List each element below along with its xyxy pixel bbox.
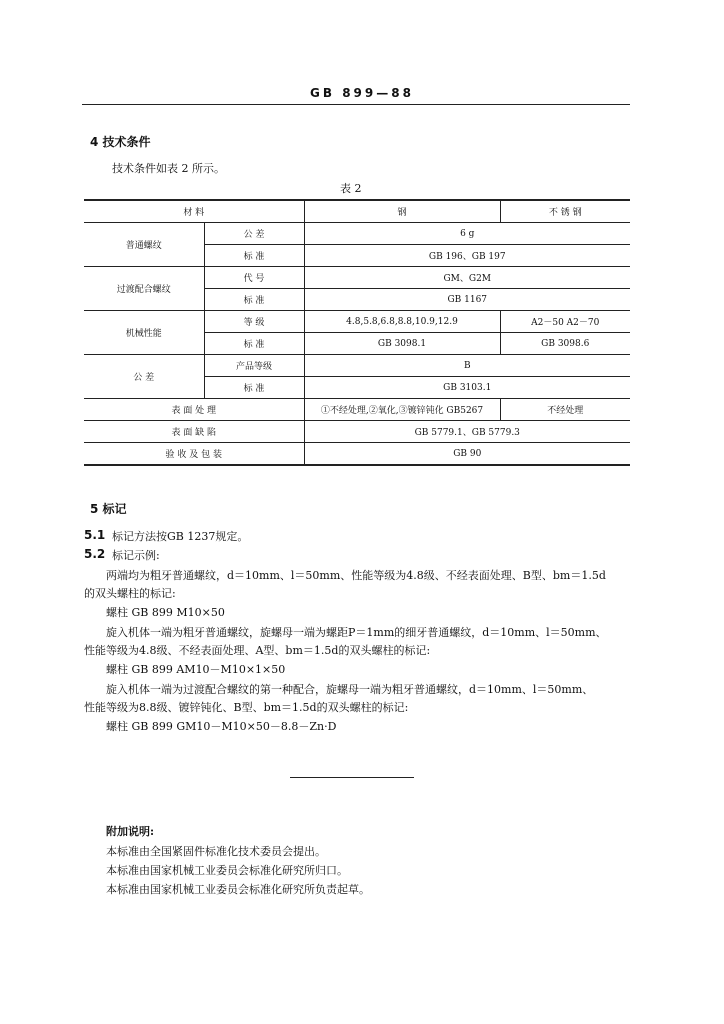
sub-label: 标 准 [204, 289, 304, 311]
appendix-line: 本标准由国家机械工业委员会标准化研究所负责起草。 [106, 883, 370, 896]
value-cell: GB 90 [304, 443, 630, 466]
value-steel: GB 3098.1 [304, 333, 500, 355]
section-4-intro: 技术条件如表 2 所示。 [112, 162, 225, 175]
table-row [84, 223, 630, 245]
header-stainless: 不 锈 钢 [500, 200, 630, 223]
example-3-line-1: 旋入机体一端为过渡配合螺纹的第一种配合，旋螺母一端为粗牙普通螺纹，d＝10mm、l＝50mm、 [106, 683, 594, 696]
value-cell: GB 1167 [304, 289, 630, 311]
section-4-heading: 4 技术条件 [90, 135, 151, 149]
value-stainless: GB 3098.6 [500, 333, 630, 355]
table-row [84, 399, 630, 421]
table-row [84, 421, 630, 443]
example-3-marking: 螺柱 GB 899 GM10－M10×50－8.8－Zn·D [106, 720, 337, 733]
table-row [84, 267, 630, 289]
appendix-line: 本标准由全国紧固件标准化技术委员会提出。 [106, 845, 326, 858]
row-label-acceptance-packaging: 验 收 及 包 装 [165, 450, 222, 460]
table-row [84, 355, 630, 377]
example-1-line-1: 两端均为粗牙普通螺纹，d＝10mm、l＝50mm、性能等级为4.8级、不经表面处理、B型、bm＝1.5d [106, 569, 606, 582]
example-1-line-2: 的双头螺柱的标记: [84, 587, 176, 600]
row-label-surface-defects: 表 面 缺 陷 [171, 428, 217, 438]
table-row [84, 443, 630, 466]
appendix-line: 本标准由国家机械工业委员会标准化研究所归口。 [106, 864, 348, 877]
table-row [84, 200, 630, 223]
subsection-number: 5.2 [84, 547, 106, 561]
sub-label: 标 准 [204, 245, 304, 267]
group-coarse-thread: 普通螺纹 [125, 241, 162, 251]
header-material: 材 料 [183, 208, 205, 218]
appendix-title: 附加说明: [106, 825, 155, 838]
value-steel: 4.8,5.8,6.8,8.8,10.9,12.9 [304, 311, 500, 333]
value-steel: ①不经处理,②氧化,③镀锌钝化 GB5267 [304, 399, 500, 421]
value-cell: GB 196、GB 197 [304, 245, 630, 267]
table-row [84, 311, 630, 333]
sub-label: 产品等级 [204, 355, 304, 377]
value-stainless: 不经处理 [500, 399, 630, 421]
subsection-number: 5.1 [84, 528, 106, 542]
sub-label: 等 级 [204, 311, 304, 333]
value-cell: GB 5779.1、GB 5779.3 [304, 421, 630, 443]
tech-conditions-table [84, 199, 630, 466]
sub-label: 代 号 [204, 267, 304, 289]
subsection-5-2-text: 标记示例: [112, 549, 160, 562]
example-3-line-2: 性能等级为8.8级、镀锌钝化、B型、bm＝1.5d的双头螺柱的标记: [84, 701, 409, 714]
value-stainless: A2－50 A2－70 [500, 311, 630, 333]
table-title: 表 2 [340, 182, 362, 195]
sub-label: 公 差 [204, 223, 304, 245]
value-cell: B [304, 355, 630, 377]
section-5-heading: 5 标记 [90, 502, 127, 516]
example-2-marking: 螺柱 GB 899 AM10－M10×1×50 [106, 663, 286, 676]
value-cell: 6 g [304, 223, 630, 245]
example-2-line-2: 性能等级为4.8级、不经表面处理、A型、bm＝1.5d的双头螺柱的标记: [84, 644, 431, 657]
document-header: GB 899—88 [310, 86, 414, 100]
example-2-line-1: 旋入机体一端为粗牙普通螺纹，旋螺母一端为螺距P＝1mm的细牙普通螺纹，d＝10mm、l＝50mm、 [106, 626, 607, 639]
header-rule [82, 104, 630, 105]
group-transition-thread: 过渡配合螺纹 [116, 285, 171, 295]
value-cell: GM、G2M [304, 267, 630, 289]
value-cell: GB 3103.1 [304, 377, 630, 399]
group-mechanical: 机械性能 [125, 329, 162, 339]
sub-label: 标 准 [204, 333, 304, 355]
header-steel: 钢 [304, 200, 500, 223]
example-1-marking: 螺柱 GB 899 M10×50 [106, 606, 225, 619]
group-tolerance: 公 差 [133, 373, 155, 383]
subsection-5-1-text: 标记方法按GB 1237规定。 [112, 530, 249, 543]
sub-label: 标 准 [204, 377, 304, 399]
footer-divider [290, 777, 414, 778]
row-label-surface-treatment: 表 面 处 理 [171, 406, 217, 416]
